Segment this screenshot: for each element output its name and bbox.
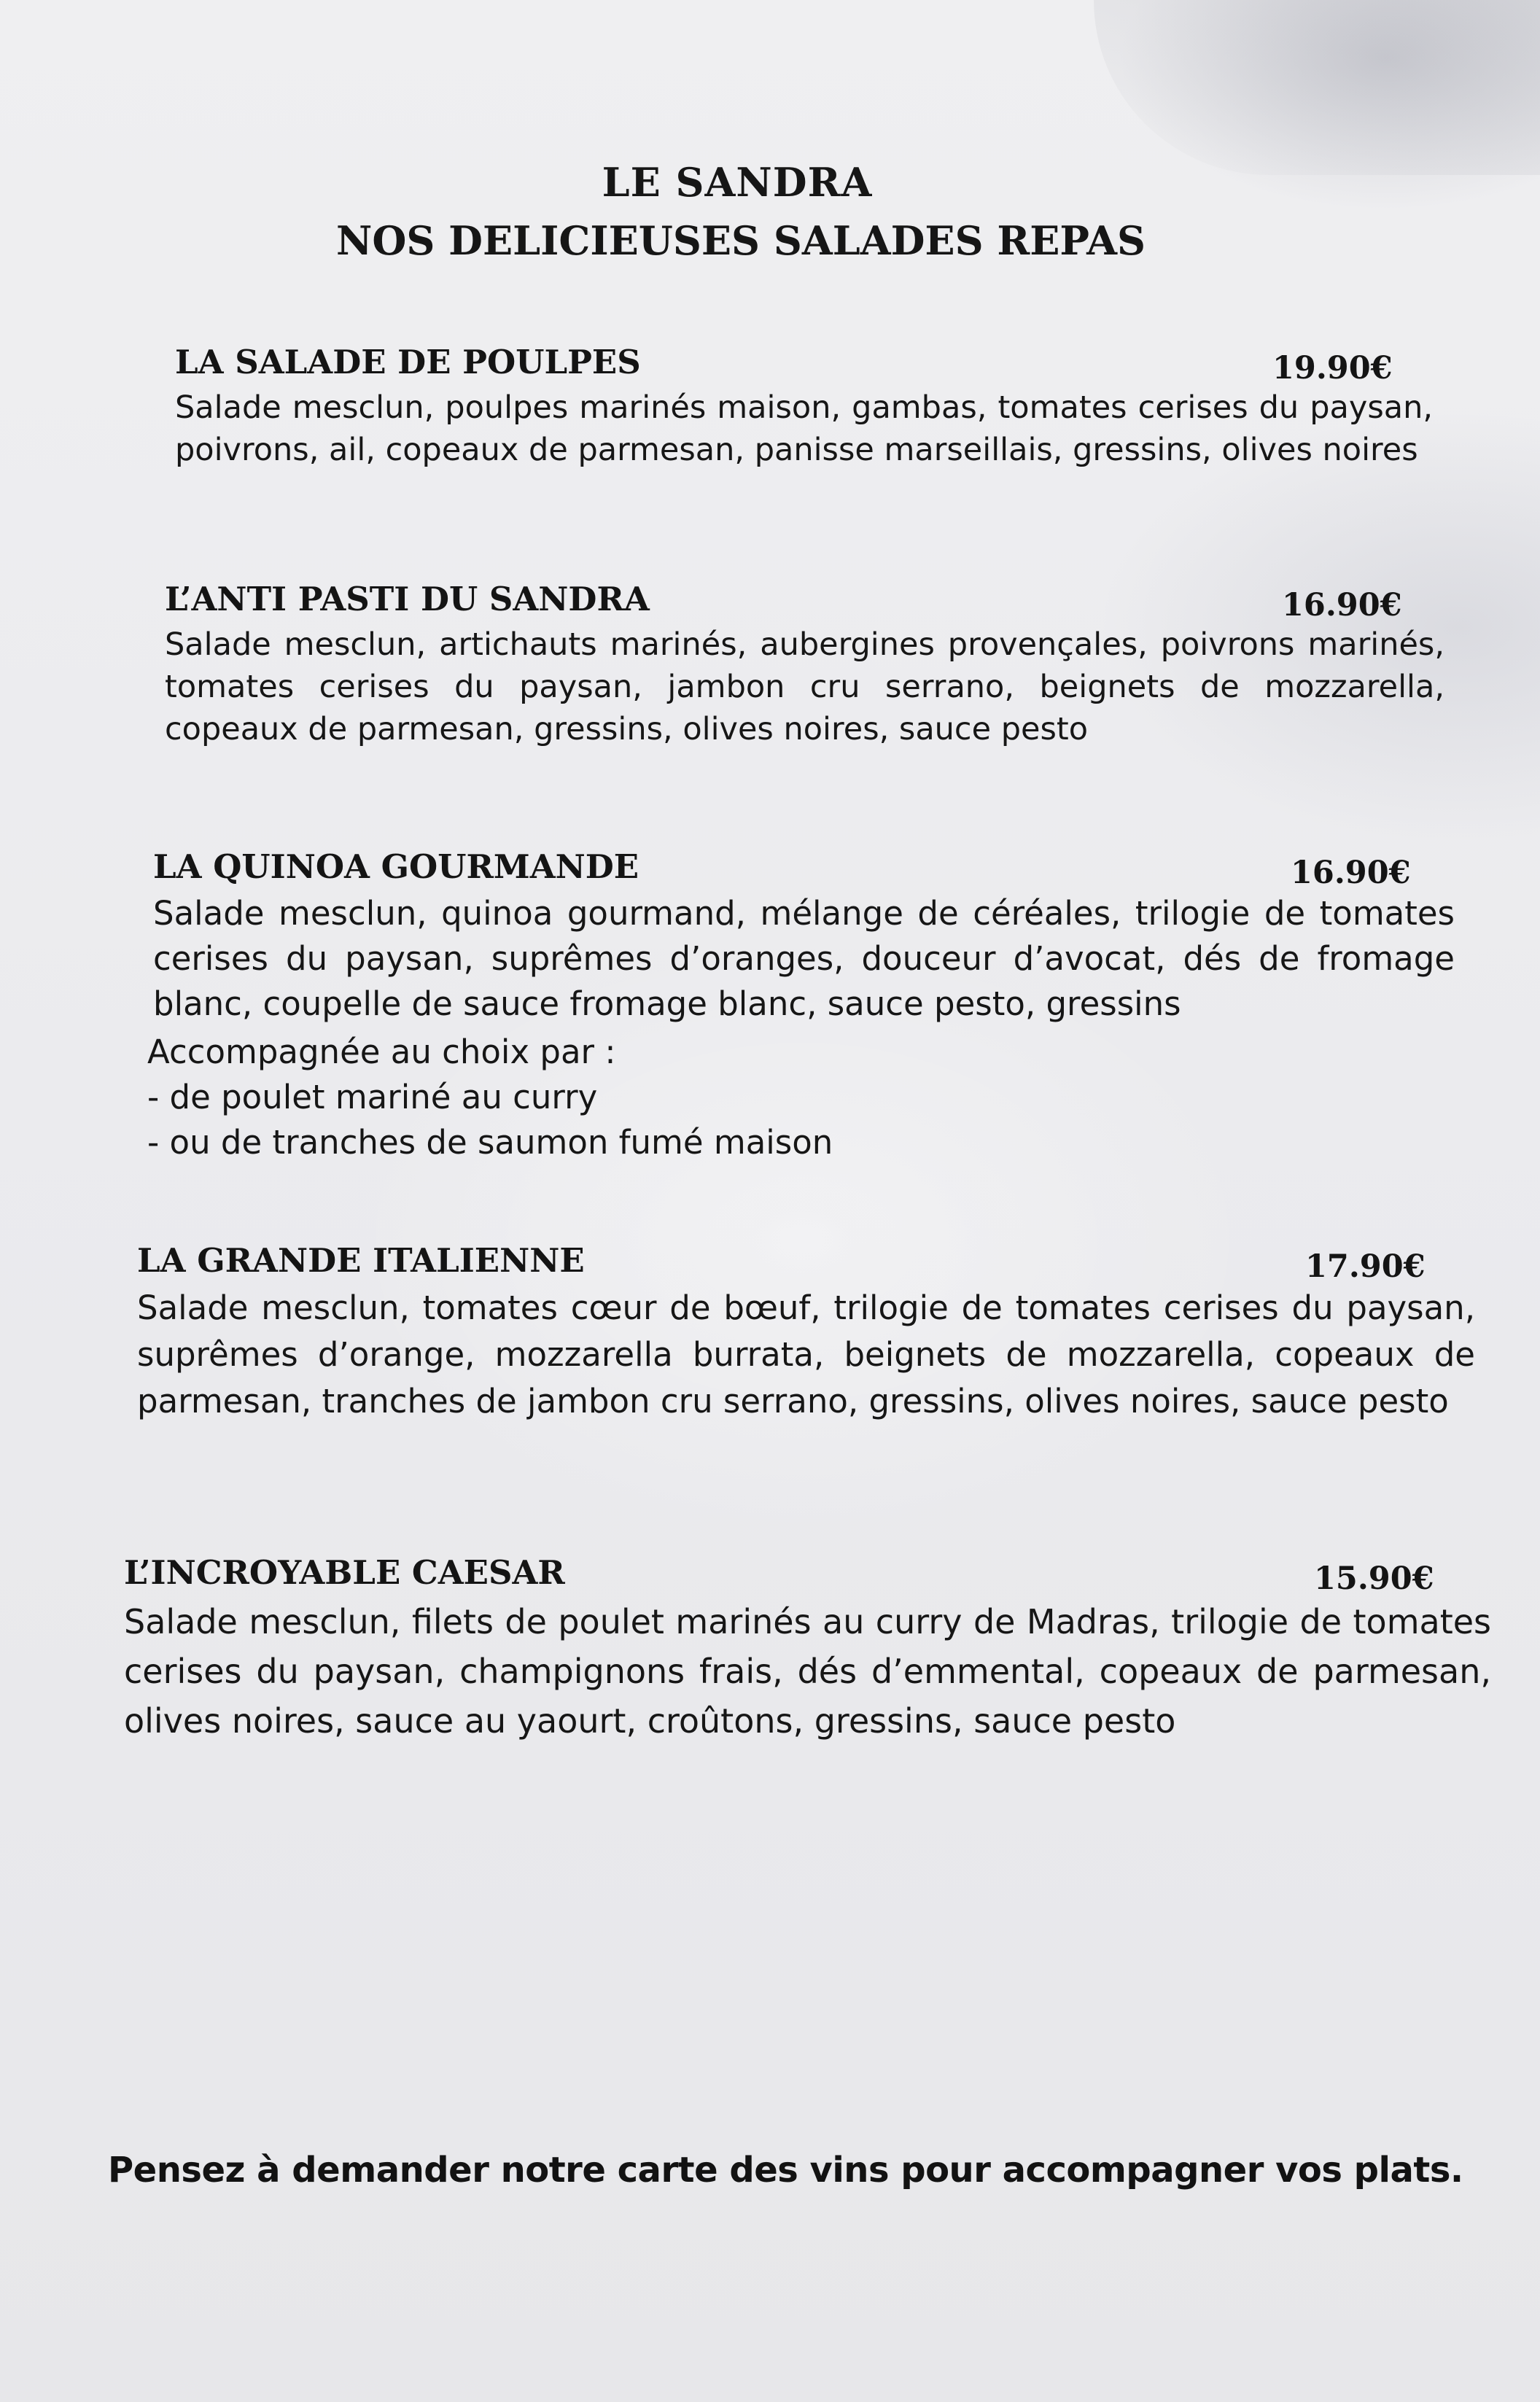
menu-title: NOS DELICIEUSES SALADES REPAS [335, 217, 1146, 264]
dish-incroyable-caesar [124, 1553, 1495, 1794]
dish-price: 15.90€ [1314, 1560, 1434, 1597]
dish-price: 17.90€ [1305, 1248, 1426, 1285]
dish-description: Salade mesclun, tomates cœur de bœuf, trilogie de tomates cerises du paysan, suprêmes d’orange, mozzarella burrata, beignets de mozzarella, copeaux de parmesan, tranches de jambon cru serrano, gressins, olives noires, sauce pesto [137, 1289, 1475, 1420]
dish-name: LA SALADE DE POULPES [175, 343, 641, 381]
dish-price: 16.90€ [1282, 587, 1402, 623]
dish-description: Salade mesclun, filets de poulet marinés au curry de Madras, trilogie de tomates cerises du paysan, champignons frais, dés d’emmental, copeaux de parmesan, olives noires, sauce au yaourt, croûtons, gressins, sauce pesto [124, 1602, 1491, 1741]
dish-anti-pasti [165, 580, 1448, 762]
dish-grande-italienne [137, 1241, 1479, 1474]
dish-price: 19.90€ [1272, 350, 1393, 386]
menu-header [0, 159, 1540, 264]
option-item: - ou de tranches de saumon fumé maison [147, 1123, 833, 1162]
options-intro: Accompagnée au choix par : [147, 1033, 616, 1071]
dish-name: L’INCROYABLE CAESAR [124, 1553, 565, 1592]
option-item: - de poulet mariné au curry [147, 1078, 598, 1116]
dish-description: Salade mesclun, poulpes marinés maison, gambas, tomates cerises du paysan, poivrons, ail, copeaux de parmesan, panisse marseillais, gressins, olives noires [175, 389, 1433, 468]
dish-description: Salade mesclun, quinoa gourmand, mélange de céréales, trilogie de tomates cerises du paysan, suprêmes d’oranges, douceur d’avocat, dés de fromage blanc, coupelle de sauce fromage blanc, sauce pesto, gressins [153, 894, 1455, 1023]
dish-options [147, 1030, 833, 1165]
dish-name: LA QUINOA GOURMANDE [153, 847, 639, 886]
wine-list-note: Pensez à demander notre carte des vins pour accompagner vos plats. [108, 2150, 1463, 2191]
dish-salade-de-poulpes [175, 343, 1436, 518]
dish-price: 16.90€ [1291, 855, 1411, 891]
dish-name: LA GRANDE ITALIENNE [137, 1241, 585, 1280]
restaurant-name: LE SANDRA [602, 159, 873, 206]
dish-name: L’ANTI PASTI DU SANDRA [165, 580, 650, 618]
dish-description: Salade mesclun, artichauts marinés, aubergines provençales, poivrons marinés, tomates cerises du paysan, jambon cru serrano, beignets de mozzarella, copeaux de parmesan, gressins, olives noires, sauce pesto [165, 626, 1444, 747]
dish-quinoa-gourmande [147, 847, 1458, 1175]
